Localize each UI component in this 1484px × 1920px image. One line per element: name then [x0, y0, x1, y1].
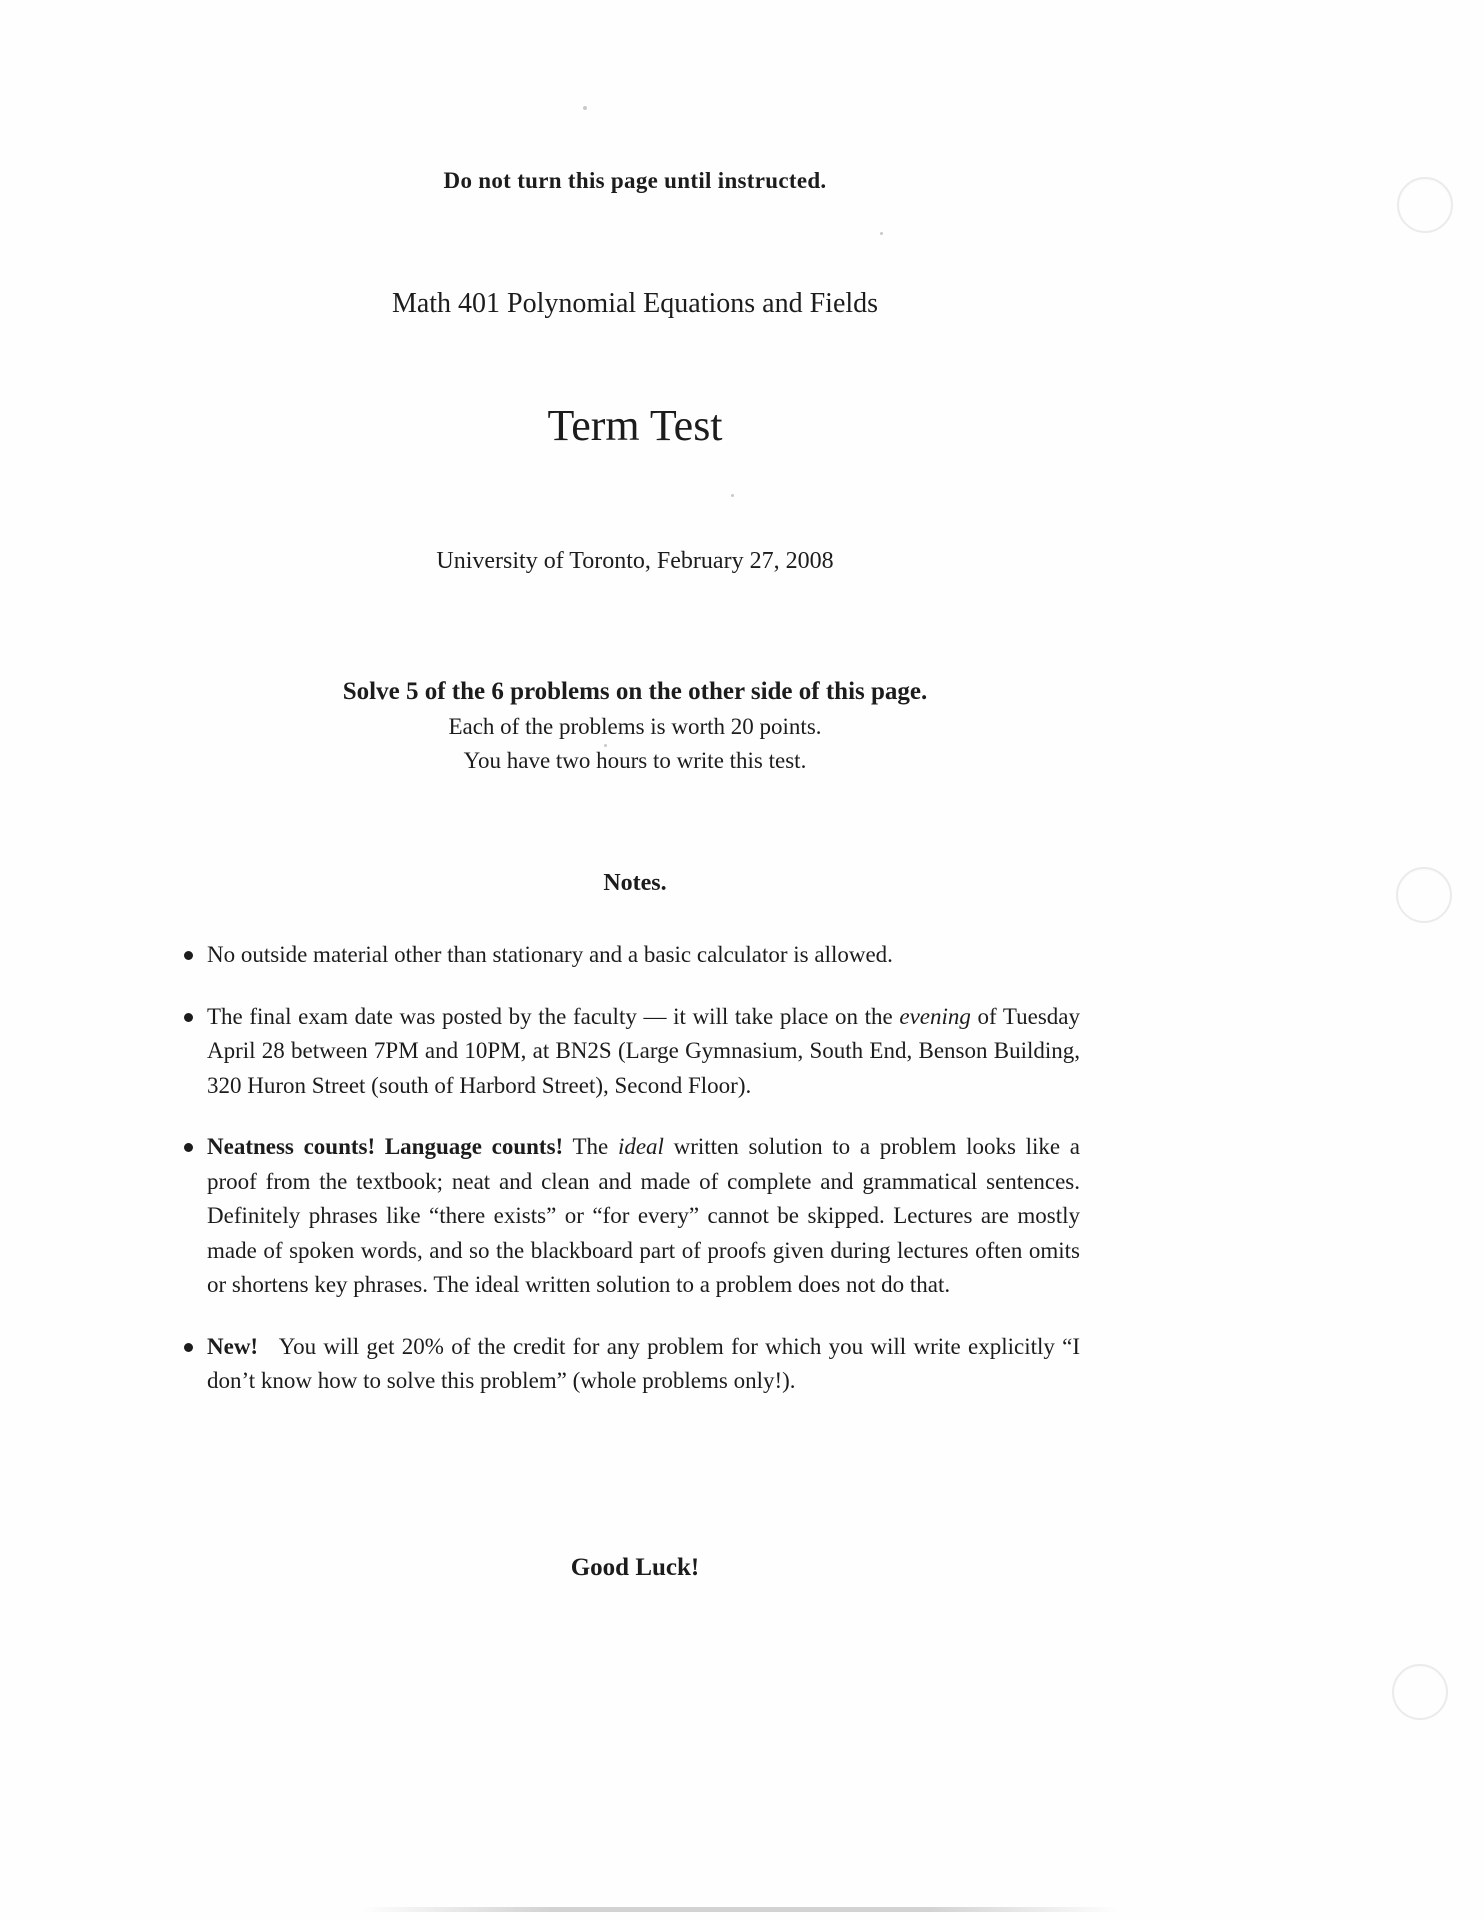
- scan-edge-artifact: [360, 1907, 1120, 1912]
- test-title: Term Test: [547, 401, 723, 450]
- note-text-segment: No outside material other than stationary and a basic calculator is allowed.: [207, 942, 893, 967]
- punch-hole-artifact-bottom: [1392, 1664, 1448, 1720]
- scan-speck: [583, 106, 587, 110]
- punch-hole-artifact-top: [1397, 177, 1453, 233]
- note-text-segment: The final exam date was posted by the faculty — it will take place on the: [207, 1003, 900, 1029]
- note-text-segment: You will get 20% of the credit for any problem for which you will write explicitly “I don’t know how to solve this problem” (whole problems only!).: [207, 1333, 1080, 1393]
- scan-speck: [880, 232, 883, 235]
- course-title: Math 401 Polynomial Equations and Fields: [391, 288, 879, 319]
- header-notice: Do not turn this page until instructed.: [443, 168, 827, 193]
- scan-speck: [731, 494, 734, 497]
- note-text-segment: The: [563, 1134, 618, 1159]
- closing-message: Good Luck!: [570, 1554, 700, 1581]
- punch-hole-artifact-middle: [1396, 867, 1452, 923]
- venue-date-line: University of Toronto, February 27, 2008: [436, 548, 834, 574]
- note-text-segment: New!: [207, 1333, 259, 1359]
- note-text-segment: Neatness counts! Language counts!: [207, 1134, 564, 1159]
- note-text-segment: evening: [899, 1003, 971, 1029]
- note-text-segment: of Tuesday April 28 between 7PM and 10PM, at BN2S (Large Gymnasium, South End, Benson Building, 320 Huron Street (south of Harbord Street), Second Floor).: [207, 1003, 1080, 1098]
- instructions-time-line: You have two hours to write this test.: [463, 748, 807, 773]
- notes-list: [207, 938, 1080, 1426]
- scan-speck: [604, 744, 607, 747]
- instructions-points-line: Each of the problems is worth 20 points.: [448, 714, 822, 739]
- note-item: [207, 1130, 1080, 1303]
- note-item: [207, 938, 1080, 973]
- note-item: [207, 1000, 1080, 1104]
- note-item: [207, 1330, 1080, 1399]
- instructions-block: [130, 674, 1140, 778]
- instructions-main-line: Solve 5 of the 6 problems on the other side of this page.: [342, 678, 928, 705]
- note-text-segment: written solution to a problem looks like a proof from the textbook; neat and clean and made of complete and grammatical sentences. Definitely phrases like “there exists” or “for every” cannot be skipped. Lectures are mostly made of spoken words, and so the blackboard part of proofs given during lectures often omits or shortens key phrases. The ideal written solution to a problem does not do that.: [207, 1134, 1081, 1297]
- note-text-segment: ideal: [617, 1134, 664, 1159]
- notes-heading: Notes.: [603, 870, 667, 896]
